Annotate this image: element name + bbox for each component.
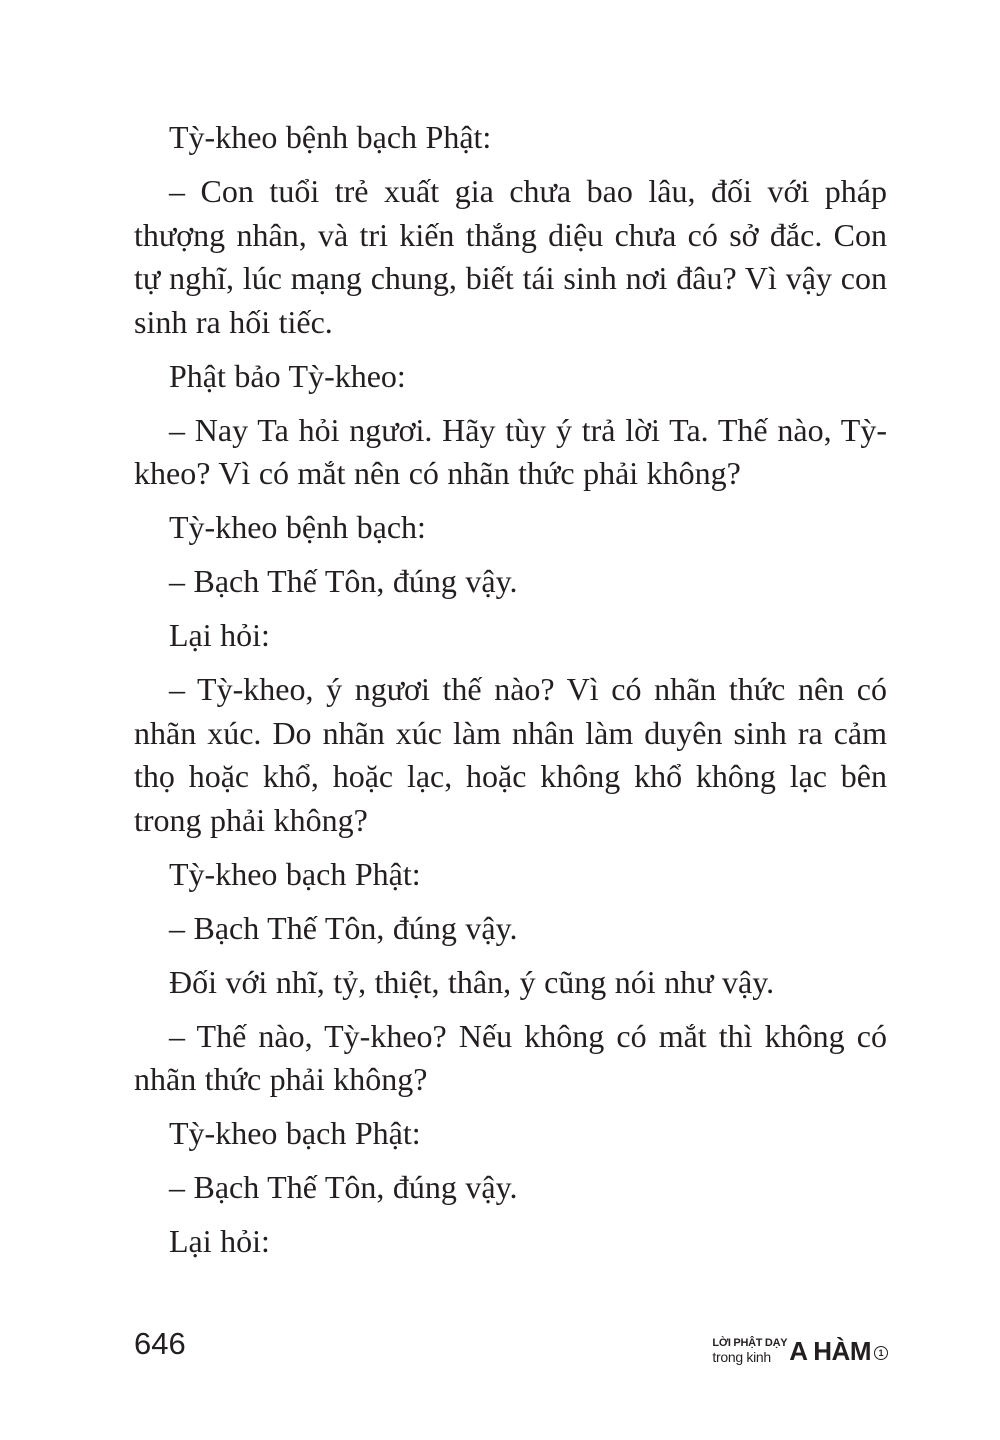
paragraph: – Con tuổi trẻ xuất gia chưa bao lâu, đối với pháp thượng nhân, và tri kiến thắng diệu chưa có sở đắc. Con tự nghĩ, lúc mạng chung, biết tái sinh nơi đâu? Vì vậy con sinh ra hối tiếc.: [134, 173, 887, 340]
book-logo-line1: LỜI PHẬT DẠY: [712, 1337, 788, 1349]
paragraph: – Bạch Thế Tôn, đúng vậy.: [169, 563, 518, 599]
paragraph: Tỳ-kheo bạch Phật:: [169, 1115, 421, 1151]
page-number: 646: [134, 1326, 186, 1361]
paragraph: Tỳ-kheo bệnh bạch:: [169, 509, 426, 545]
paragraph: Lại hỏi:: [169, 1223, 270, 1259]
paragraph: Lại hỏi:: [169, 617, 270, 653]
paragraph: Tỳ-kheo bệnh bạch Phật:: [169, 119, 492, 155]
paragraph: Đối với nhĩ, tỷ, thiệt, thân, ý cũng nói như vậy.: [169, 963, 775, 1000]
paragraph: Phật bảo Tỳ-kheo:: [169, 357, 406, 394]
paragraph: – Thế nào, Tỳ-kheo? Nếu không có mắt thì không có nhãn thức phải không?: [134, 1017, 887, 1097]
paragraph: – Bạch Thế Tôn, đúng vậy.: [169, 909, 518, 946]
book-logo-title: A HÀM: [789, 1336, 871, 1366]
book-logo-line2: trong kinh: [712, 1349, 771, 1365]
paragraph: – Bạch Thế Tôn, đúng vậy.: [169, 1169, 518, 1205]
volume-badge: 1: [874, 1346, 888, 1360]
paragraph: – Tỳ-kheo, ý ngươi thế nào? Vì có nhãn thức nên có nhãn xúc. Do nhãn xúc làm nhân làm duyên sinh ra cảm thọ hoặc khổ, hoặc lạc, hoặc không khổ không lạc bên trong phải không?: [134, 671, 887, 838]
paragraph: – Nay Ta hỏi ngươi. Hãy tùy ý trả lời Ta. Thế nào, Tỳ-kheo? Vì có mắt nên có nhãn thức phải không?: [134, 411, 887, 491]
page-body: [134, 116, 887, 1274]
book-logo: [712, 1330, 888, 1364]
paragraph: Tỳ-kheo bạch Phật:: [169, 855, 421, 892]
book-logo-subtitle: [712, 1338, 787, 1364]
